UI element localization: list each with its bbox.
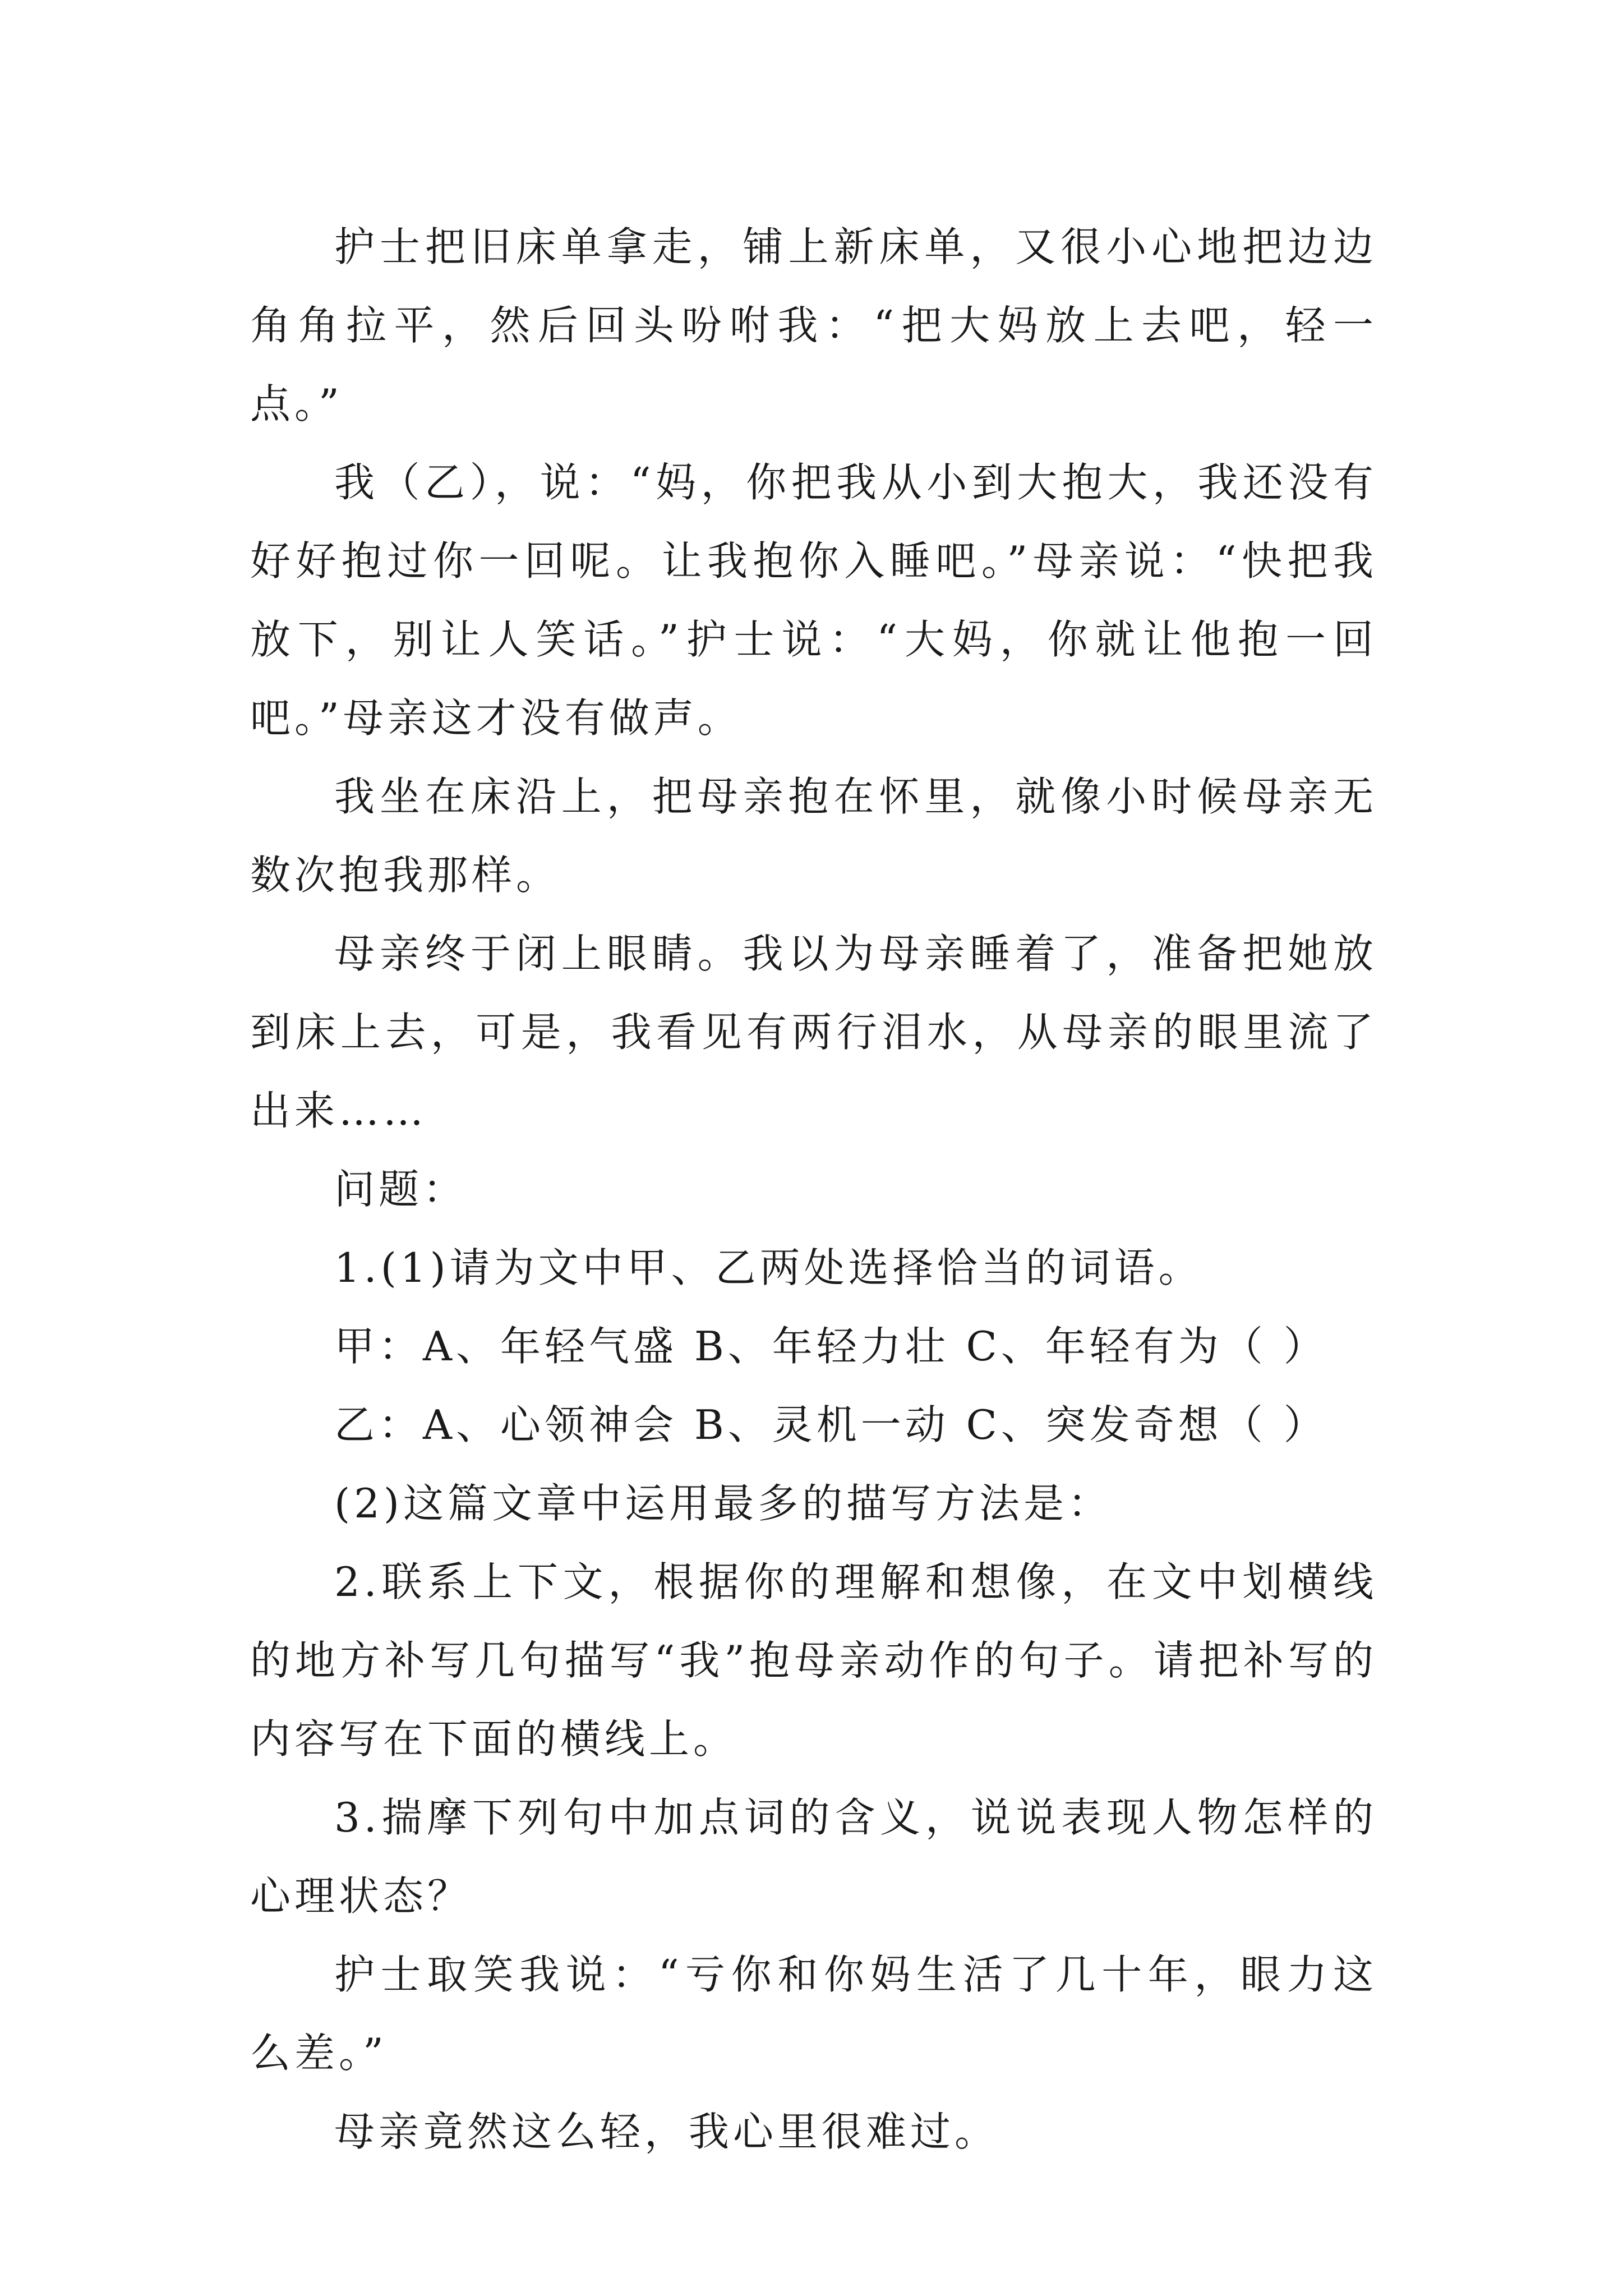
paragraph-hold-mother: 我（乙），说：“妈，你把我从小到大抱大，我还没有好好抱过你一回呢。让我抱你入睡吧。”母亲说：“快把我放下，别让人笑话。”护士说：“大妈，你就让他抱一回吧。”母亲这才没有做声。: [250, 459, 1377, 742]
question-1-1-option-yi: 乙：A、心领神会 B、灵机一动 C、突发奇想（ ）: [334, 1401, 1328, 1448]
paragraph-sit-on-bed: 我坐在床沿上，把母亲抱在怀里，就像小时候母亲无数次抱我那样。: [250, 773, 1377, 899]
question-1-2: (2)这篇文章中运用最多的描写方法是：: [334, 1480, 1112, 1527]
questions-heading: 问题：: [334, 1166, 468, 1213]
question-1-1: 1.(1)请为文中甲、乙两处选择恰当的词语。: [334, 1244, 1203, 1291]
question-1-1-option-jia: 甲：A、年轻气盛 B、年轻力壮 C、年轻有为（ ）: [334, 1323, 1328, 1370]
paragraph-nurse-new-sheet: 护士把旧床单拿走，铺上新床单，又很小心地把边边角角拉平，然后回头吩咐我：“把大妈放上去吧，轻一点。”: [250, 223, 1377, 427]
question-3-sentence-2: 母亲竟然这么轻，我心里很难过。: [334, 2108, 999, 2155]
document-body: [250, 208, 1377, 2171]
question-2: 2.联系上下文，根据你的理解和想像，在文中划横线的地方补写几句描写“我”抱母亲动作的句子。请把补写的内容写在下面的横线上。: [250, 1558, 1377, 1763]
question-3: 3.揣摩下列句中加点词的含义，说说表现人物怎样的心理状态？: [250, 1794, 1377, 1920]
paragraph-tears: 母亲终于闭上眼睛。我以为母亲睡着了，准备把她放到床上去，可是，我看见有两行泪水，从母亲的眼里流了出来……: [250, 930, 1377, 1134]
question-3-sentence-1: 护士取笑我说：“亏你和你妈生活了几十年，眼力这么差。”: [250, 1951, 1377, 2077]
